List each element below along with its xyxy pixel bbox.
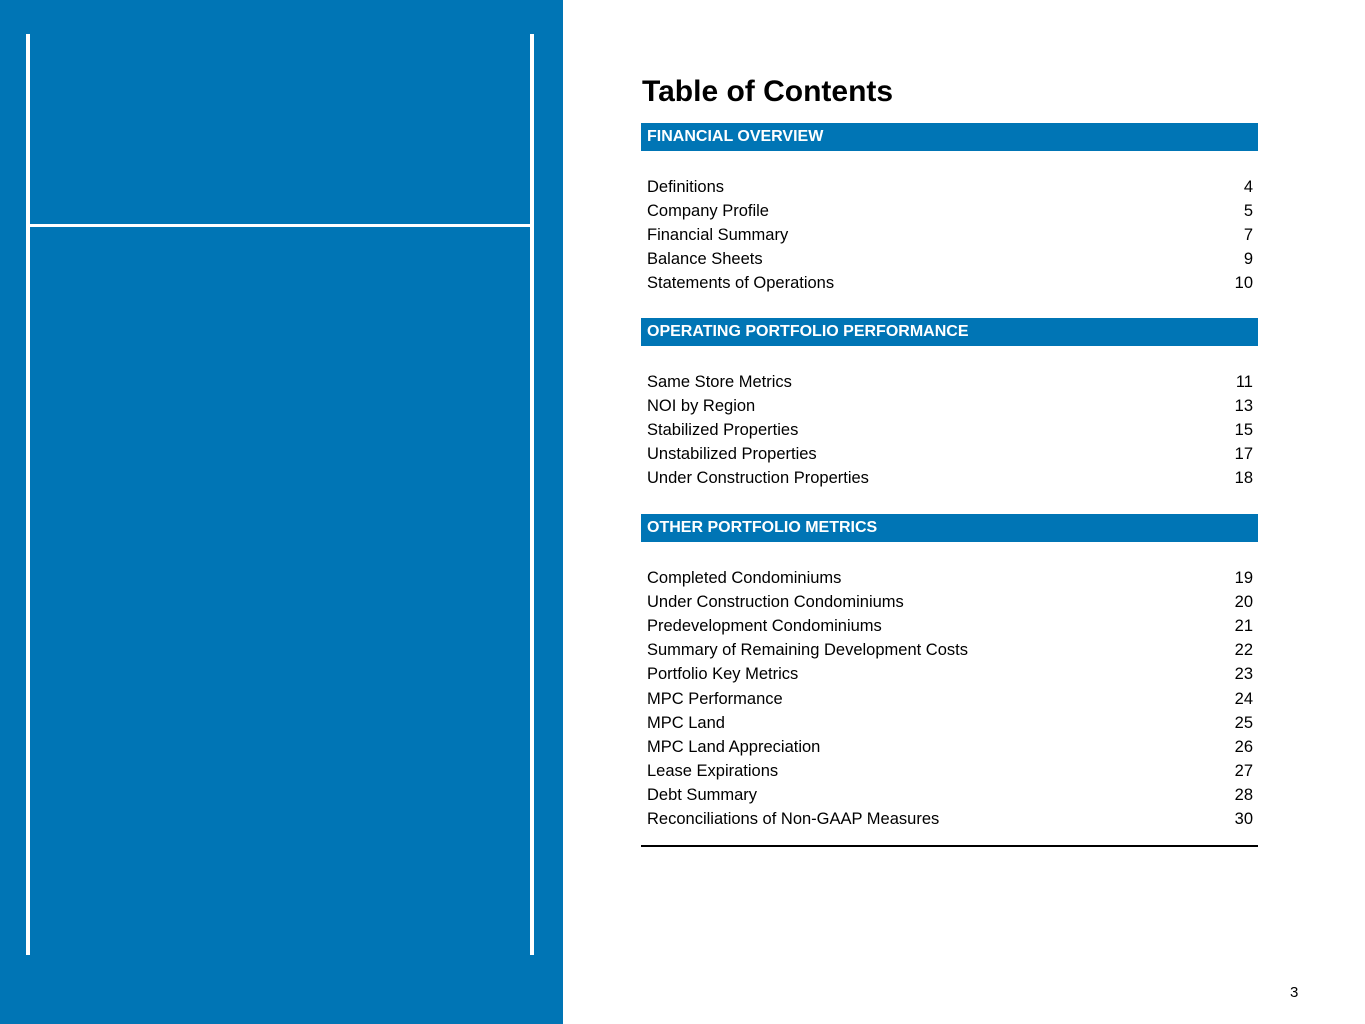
toc-entry[interactable] bbox=[641, 223, 1258, 247]
toc-entry-label: Statements of Operations bbox=[647, 274, 835, 293]
frame-right-line bbox=[530, 34, 534, 955]
toc-entry[interactable] bbox=[641, 370, 1258, 394]
toc-entry-page: 30 bbox=[1234, 810, 1253, 829]
toc-entry[interactable] bbox=[641, 663, 1258, 687]
section-heading: FINANCIAL OVERVIEW bbox=[641, 123, 1258, 151]
toc-entry-page: 17 bbox=[1234, 445, 1253, 464]
section-operating-portfolio-performance bbox=[641, 318, 1258, 491]
toc-entry[interactable] bbox=[641, 784, 1258, 808]
toc-entry-label: Lease Expirations bbox=[647, 762, 779, 781]
toc-entry-label: Same Store Metrics bbox=[647, 372, 792, 391]
toc-entry-page: 25 bbox=[1234, 713, 1253, 732]
toc-entry-label: Under Construction Properties bbox=[647, 469, 869, 488]
toc-entry-page: 9 bbox=[1243, 250, 1253, 269]
frame-left-line bbox=[26, 34, 30, 955]
toc-entry[interactable] bbox=[641, 248, 1258, 272]
toc-entry-page: 20 bbox=[1234, 592, 1253, 611]
toc-entry-label: MPC Land bbox=[647, 713, 725, 732]
toc-entry-page: 26 bbox=[1234, 737, 1253, 756]
page-title: Table of Contents bbox=[642, 75, 894, 108]
toc-entry-page: 24 bbox=[1234, 689, 1253, 708]
toc-entry-label: Unstabilized Properties bbox=[647, 445, 817, 464]
toc-entry-label: NOI by Region bbox=[647, 396, 756, 415]
toc-entry-page: 22 bbox=[1234, 641, 1253, 660]
toc-entry-page: 15 bbox=[1234, 420, 1253, 439]
toc-entry-list bbox=[641, 566, 1258, 832]
toc-entry[interactable] bbox=[641, 272, 1258, 296]
toc-entry-label: MPC Land Appreciation bbox=[647, 737, 821, 756]
toc-entry-page: 23 bbox=[1234, 665, 1253, 684]
section-heading: OTHER PORTFOLIO METRICS bbox=[641, 514, 1258, 542]
toc-entry[interactable] bbox=[641, 394, 1258, 418]
toc-entry-label: Portfolio Key Metrics bbox=[647, 665, 799, 684]
toc-entry-page: 28 bbox=[1234, 786, 1253, 805]
toc-entry-label: Summary of Remaining Development Costs bbox=[647, 641, 968, 660]
toc-entry-label: Completed Condominiums bbox=[647, 568, 842, 587]
toc-entry-label: MPC Performance bbox=[647, 689, 783, 708]
toc-entry-label: Definitions bbox=[647, 177, 725, 196]
toc-entry-page: 5 bbox=[1243, 201, 1253, 220]
toc-entry[interactable] bbox=[641, 687, 1258, 711]
toc-entry-label: Predevelopment Condominiums bbox=[647, 616, 882, 635]
toc-entry[interactable] bbox=[641, 467, 1258, 491]
toc-entry[interactable] bbox=[641, 175, 1258, 199]
toc-entry-page: 11 bbox=[1235, 372, 1253, 391]
toc-entry[interactable] bbox=[641, 590, 1258, 614]
toc-entry-list bbox=[641, 370, 1258, 491]
toc-entry-page: 18 bbox=[1234, 469, 1253, 488]
toc-entry[interactable] bbox=[641, 808, 1258, 832]
toc-entry-page: 21 bbox=[1234, 616, 1253, 635]
toc-entry[interactable] bbox=[641, 639, 1258, 663]
bottom-divider bbox=[641, 845, 1258, 847]
toc-entry-page: 7 bbox=[1243, 225, 1253, 244]
toc-entry-label: Financial Summary bbox=[647, 225, 789, 244]
section-financial-overview bbox=[641, 123, 1258, 296]
toc-entry-page: 19 bbox=[1234, 568, 1253, 587]
toc-entry-page: 4 bbox=[1243, 177, 1253, 196]
frame-divider-line bbox=[30, 224, 530, 227]
toc-entry[interactable] bbox=[641, 566, 1258, 590]
cover-panel bbox=[0, 0, 563, 1024]
page-number: 3 bbox=[1290, 984, 1299, 1001]
toc-entry-label: Reconciliations of Non-GAAP Measures bbox=[647, 810, 940, 829]
toc-entry[interactable] bbox=[641, 711, 1258, 735]
toc-entry-label: Company Profile bbox=[647, 201, 769, 220]
toc-entry[interactable] bbox=[641, 735, 1258, 759]
toc-entry-page: 27 bbox=[1234, 762, 1253, 781]
toc-entry-label: Debt Summary bbox=[647, 786, 758, 805]
toc-entry[interactable] bbox=[641, 418, 1258, 442]
toc-entry-list bbox=[641, 175, 1258, 296]
toc-entry[interactable] bbox=[641, 199, 1258, 223]
toc-entry-label: Balance Sheets bbox=[647, 250, 763, 269]
toc-entry[interactable] bbox=[641, 443, 1258, 467]
toc-entry[interactable] bbox=[641, 760, 1258, 784]
toc-entry-page: 13 bbox=[1234, 396, 1253, 415]
toc-entry[interactable] bbox=[641, 614, 1258, 638]
section-heading: OPERATING PORTFOLIO PERFORMANCE bbox=[641, 318, 1258, 346]
toc-entry-label: Under Construction Condominiums bbox=[647, 592, 904, 611]
toc-entry-page: 10 bbox=[1234, 274, 1253, 293]
section-other-portfolio-metrics bbox=[641, 514, 1258, 832]
toc-entry-label: Stabilized Properties bbox=[647, 420, 799, 439]
